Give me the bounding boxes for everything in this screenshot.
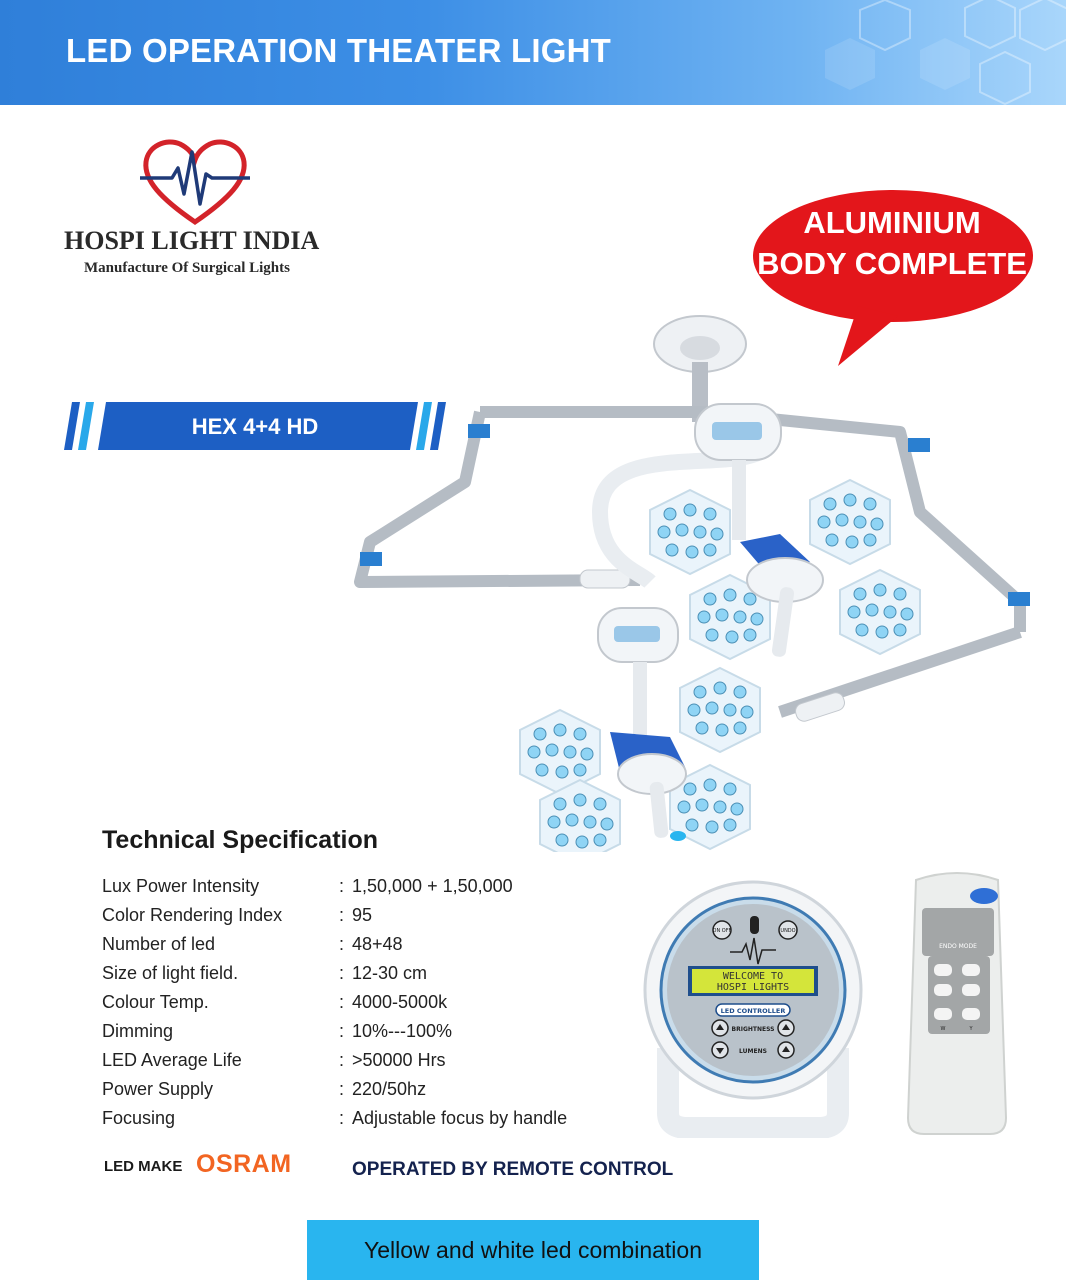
display-line-1: WELCOME TO bbox=[722, 971, 784, 982]
spec-title: Technical Specification bbox=[102, 826, 379, 854]
callout-text bbox=[748, 202, 1036, 284]
spec-separator: : bbox=[339, 1021, 345, 1041]
spec-separator: : bbox=[339, 934, 345, 954]
spec-separator: : bbox=[339, 876, 345, 896]
spec-label: Colour Temp. bbox=[102, 992, 209, 1012]
spec-value: 220/50hz bbox=[352, 1079, 427, 1099]
spec-label: Color Rendering Index bbox=[102, 905, 283, 925]
spec-separator: : bbox=[339, 1108, 345, 1128]
footer-banner bbox=[307, 1220, 759, 1280]
spec-value: 48+48 bbox=[352, 934, 403, 954]
endo-mode-label: ENDO MODE bbox=[939, 943, 977, 950]
spec-value: Adjustable focus by handle bbox=[352, 1108, 568, 1128]
spec-value: 4000-5000k bbox=[352, 992, 448, 1012]
spec-value: 10%---100% bbox=[352, 1021, 453, 1041]
model-name: HEX 4+4 HD bbox=[191, 414, 319, 439]
callout-line2: BODY COMPLETE bbox=[757, 246, 1027, 281]
spec-separator: : bbox=[339, 905, 345, 925]
spec-separator: : bbox=[339, 963, 345, 983]
spec-value: 12-30 cm bbox=[352, 963, 428, 983]
spec-value: 1,50,000 + 1,50,000 bbox=[352, 876, 513, 896]
brand-name: HOSPI LIGHT INDIA bbox=[64, 226, 320, 255]
spec-label: Size of light field. bbox=[102, 963, 239, 983]
led-make-label: LED MAKE bbox=[104, 1158, 183, 1175]
lumens-label: LUMENS bbox=[739, 1048, 767, 1055]
header-banner bbox=[0, 0, 1066, 105]
brand-tagline: Manufacture Of Surgical Lights bbox=[84, 260, 290, 276]
spec-label: Number of led bbox=[102, 934, 216, 954]
spec-label: Power Supply bbox=[102, 1079, 214, 1099]
remote-w-label: W bbox=[940, 1026, 946, 1032]
spec-separator: : bbox=[339, 1050, 345, 1070]
spec-separator: : bbox=[339, 1079, 345, 1099]
spec-label: Dimming bbox=[102, 1021, 174, 1041]
led-controller-illustration bbox=[638, 878, 868, 1138]
spec-label: Lux Power Intensity bbox=[102, 876, 260, 896]
hexagon-pattern-icon bbox=[600, 0, 1066, 105]
remote-control-note: OPERATED BY REMOTE CONTROL bbox=[352, 1159, 674, 1180]
spec-value: >50000 Hrs bbox=[352, 1050, 446, 1070]
brand-logo bbox=[60, 138, 360, 288]
callout-line1: ALUMINIUM bbox=[803, 205, 981, 240]
remote-y-label: Y bbox=[969, 1026, 973, 1032]
spec-label: Focusing bbox=[102, 1108, 176, 1128]
display-line-2: HOSPI LIGHTS bbox=[716, 982, 790, 993]
brightness-label: BRIGHTNESS bbox=[731, 1026, 775, 1033]
spec-label: LED Average Life bbox=[102, 1050, 242, 1070]
led-controller-label: LED CONTROLLER bbox=[720, 1007, 786, 1015]
remote-control-illustration bbox=[902, 868, 1012, 1140]
spec-separator: : bbox=[339, 992, 345, 1012]
osram-logo: OSRAM bbox=[196, 1150, 292, 1178]
undo-label: UNDO bbox=[780, 928, 796, 934]
spec-value: 95 bbox=[352, 905, 373, 925]
footer-text: Yellow and white led combination bbox=[364, 1237, 702, 1263]
heart-pulse-icon bbox=[140, 138, 250, 226]
page-title: LED OPERATION THEATER LIGHT bbox=[66, 32, 612, 69]
surgical-light-illustration bbox=[340, 312, 1060, 852]
on-off-label: ON OFF bbox=[712, 928, 732, 934]
